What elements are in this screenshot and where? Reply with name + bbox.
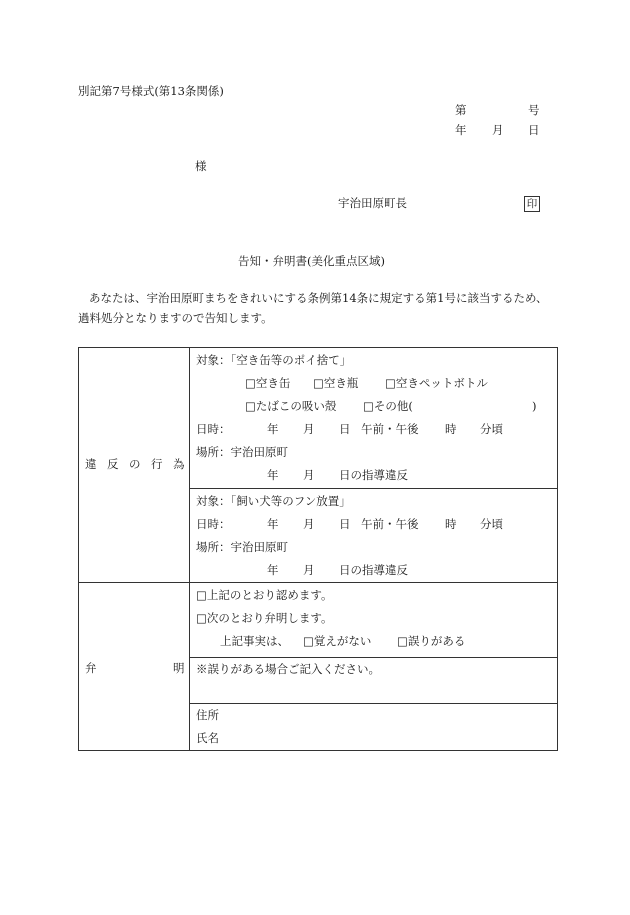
section1-guidance-year: 年 <box>267 468 279 482</box>
facts-label: 上記事実は、 <box>220 634 289 648</box>
option-explain[interactable]: □次のとおり弁明します。 <box>196 611 333 625</box>
section1-day: 日 <box>339 422 351 436</box>
row-divider-address <box>189 703 557 704</box>
section2-hour: 時 <box>445 517 457 531</box>
section2-minute: 分頃 <box>480 517 503 531</box>
row-divider-subsection <box>189 488 557 489</box>
date-year: 年 <box>455 123 467 137</box>
section1-target: 対象：「空き缶等のポイ捨て」 <box>196 353 352 367</box>
form-reference: 別記第7号様式(第13条関係) <box>78 84 224 98</box>
section1-minute: 分頃 <box>480 422 503 436</box>
violation-label-char: 反 <box>107 457 119 471</box>
section2-year: 年 <box>267 517 279 531</box>
date-month: 月 <box>492 123 504 137</box>
section1-guidance-day: 日の指導違反 <box>339 468 408 482</box>
section2-place: 場所：宇治田原町 <box>196 540 288 554</box>
column-divider <box>189 348 190 750</box>
row-divider-main <box>79 582 557 583</box>
section1-hour: 時 <box>445 422 457 436</box>
section2-guidance-year: 年 <box>267 563 279 577</box>
section2-target: 対象：「飼い犬等のフン放置」 <box>196 494 351 508</box>
section2-guidance-month: 月 <box>303 563 315 577</box>
number-go: 号 <box>528 103 540 117</box>
violation-label-char: の <box>129 457 141 471</box>
name-label: 氏名 <box>196 731 219 745</box>
explanation-label-right: 明 <box>173 661 185 675</box>
intro-line-1: あなたは、宇治田原町まちをきれいにする条例第14条に規定する第1号に該当するため、 <box>89 291 548 305</box>
intro-line-2: 過料処分となりますので告知します。 <box>78 311 273 325</box>
form-table <box>78 347 558 751</box>
section2-month: 月 <box>303 517 315 531</box>
option-admit[interactable]: □上記のとおり認めます。 <box>196 588 333 602</box>
number-dai: 第 <box>455 103 467 117</box>
address-label: 住所 <box>196 708 219 722</box>
option-empty-can[interactable]: □空き缶 <box>245 376 291 390</box>
option-empty-bottle[interactable]: □空き瓶 <box>313 376 359 390</box>
section1-place: 場所：宇治田原町 <box>196 445 288 459</box>
document-title: 告知・弁明書(美化重点区域) <box>238 254 385 268</box>
section2-ampm: 午前・午後 <box>361 517 419 531</box>
violation-label-char: 違 <box>85 457 97 471</box>
section2-datetime-label: 日時： <box>196 517 231 531</box>
section1-datetime-label: 日時： <box>196 422 231 436</box>
row-divider-note <box>189 657 557 658</box>
option-cigarette-butt[interactable]: □たばこの吸い殻 <box>245 399 337 413</box>
explanation-note: ※誤りがある場合ご記入ください。 <box>196 662 380 676</box>
violation-label-char: 行 <box>151 457 163 471</box>
section1-year: 年 <box>267 422 279 436</box>
seal-mark: 印 <box>524 196 540 212</box>
issuer-name: 宇治田原町長 <box>338 196 407 210</box>
option-has-error[interactable]: □誤りがある <box>397 634 466 648</box>
section1-ampm: 午前・午後 <box>361 422 419 436</box>
option-empty-pet-bottle[interactable]: □空きペットボトル <box>385 376 488 390</box>
explanation-label-left: 弁 <box>85 661 97 675</box>
section1-guidance-month: 月 <box>303 468 315 482</box>
violation-label-char: 為 <box>173 457 185 471</box>
section1-month: 月 <box>303 422 315 436</box>
option-other[interactable]: □その他( <box>363 399 413 413</box>
option-no-memory[interactable]: □覚えがない <box>303 634 372 648</box>
section2-day: 日 <box>339 517 351 531</box>
addressee-sama: 様 <box>195 159 207 173</box>
section2-guidance-day: 日の指導違反 <box>339 563 408 577</box>
option-other-close-paren: ) <box>532 399 537 413</box>
date-day: 日 <box>528 123 540 137</box>
